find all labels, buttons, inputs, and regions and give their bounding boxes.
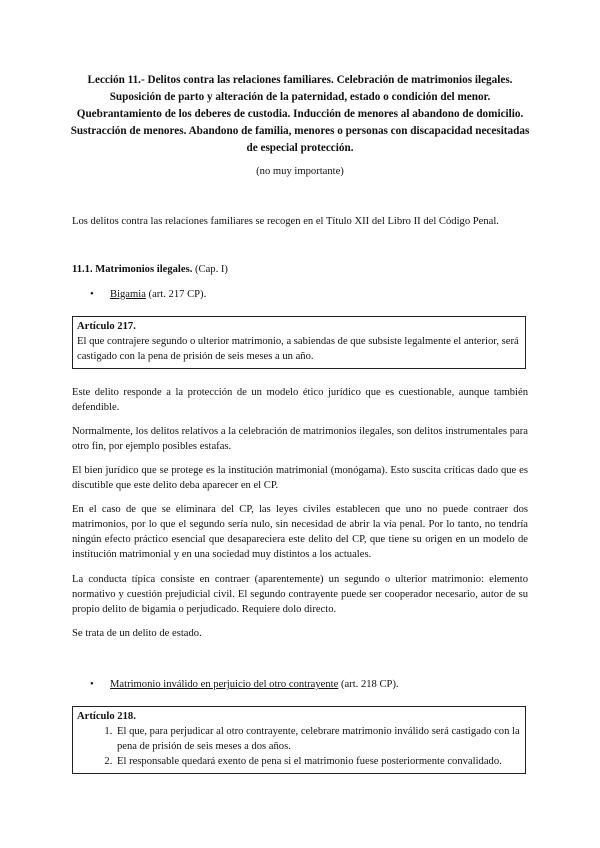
article-218-item: 1. El que, para perjudicar al otro contrayente, celebrare matrimonio inválido será castigado con la pena de prisión de seis meses a dos años. — [115, 724, 521, 754]
paragraph: Este delito responde a la protección de un modelo ético jurídico que es cuestionable, aunque también defendible. — [72, 387, 528, 413]
article-217-heading: Artículo 217. — [77, 321, 136, 332]
section-heading — [72, 262, 228, 277]
lesson-title: Lección 11.- Delitos contra las relaciones familiares. Celebración de matrimonios ilegales. Suposición de parto y alteración de la paternidad, estado o condición del menor. Quebrantamiento de los deberes de custodia. Inducción de menores al abandono de domicilio. Sustracción de menores. Abandono de familia, menores o personas con discapacidad necesitadas de especial protección. — [70, 74, 530, 154]
matrimonio-invalido-link[interactable]: Matrimonio inválido en perjuicio del otro contrayente — [110, 679, 339, 690]
paragraph: El bien jurídico que se protege es la institución matrimonial (monógama). Esto suscita críticas dado que es discutible que este delito deba aparecer en el CP. — [72, 465, 528, 491]
article-217-box — [72, 316, 526, 369]
paragraph: En el caso de que se eliminara del CP, las leyes civiles establecen que uno no puede contraer dos matrimonios, por lo que el segundo sería nulo, sin necesidad de abrir la vía penal. Por lo tanto, no tendría ningún efecto práctico esencial que desapareciera este delito del CP, que tiene su origen en un modelo de institución matrimonial y en una sociedad muy distintos a los actuales. — [72, 504, 528, 560]
bigamia-link[interactable]: Bigamia — [110, 289, 146, 300]
paragraph: Se trata de un delito de estado. — [72, 628, 202, 639]
article-218-list — [77, 724, 521, 769]
bigamia-article-ref: (art. 217 CP). — [145, 289, 207, 300]
article-218-item: 2. El responsable quedará exento de pena si el matrimonio fuese posteriormente convalidado. — [115, 754, 521, 769]
importance-note: (no muy importante) — [256, 166, 344, 177]
paragraph: La conducta típica consiste en contraer (aparentemente) un segundo o ulterior matrimonio: elemento normativo y cuestión prejudicial civil. El segundo contrayente puede ser cooperador necesario, autor de su propio delito de bigamia o perjudicado. Requiere dolo directo. — [72, 574, 528, 615]
matrimonio-invalido-article-ref: (art. 218 CP). — [338, 679, 399, 690]
bullet-icon: • — [90, 679, 94, 690]
paragraph: Normalmente, los delitos relativos a la celebración de matrimonios ilegales, son delitos instrumentales para otro fin, por ejemplo posibles estafas. — [72, 426, 528, 452]
article-217-text: El que contrajere segundo o ulterior matrimonio, a sabiendas de que subsiste legalmente el anterior, será castigado con la pena de prisión de seis meses a un año. — [77, 336, 519, 362]
section-title: 11.1. Matrimonios ilegales. — [72, 264, 193, 275]
bullet-icon: • — [90, 289, 94, 300]
intro-paragraph: Los delitos contra las relaciones familiares se recogen en el Título XII del Libro II del Código Penal. — [72, 216, 499, 227]
section-chapter: (Cap. I) — [192, 264, 228, 275]
article-218-box — [72, 706, 526, 774]
article-218-heading: Artículo 218. — [77, 711, 136, 722]
